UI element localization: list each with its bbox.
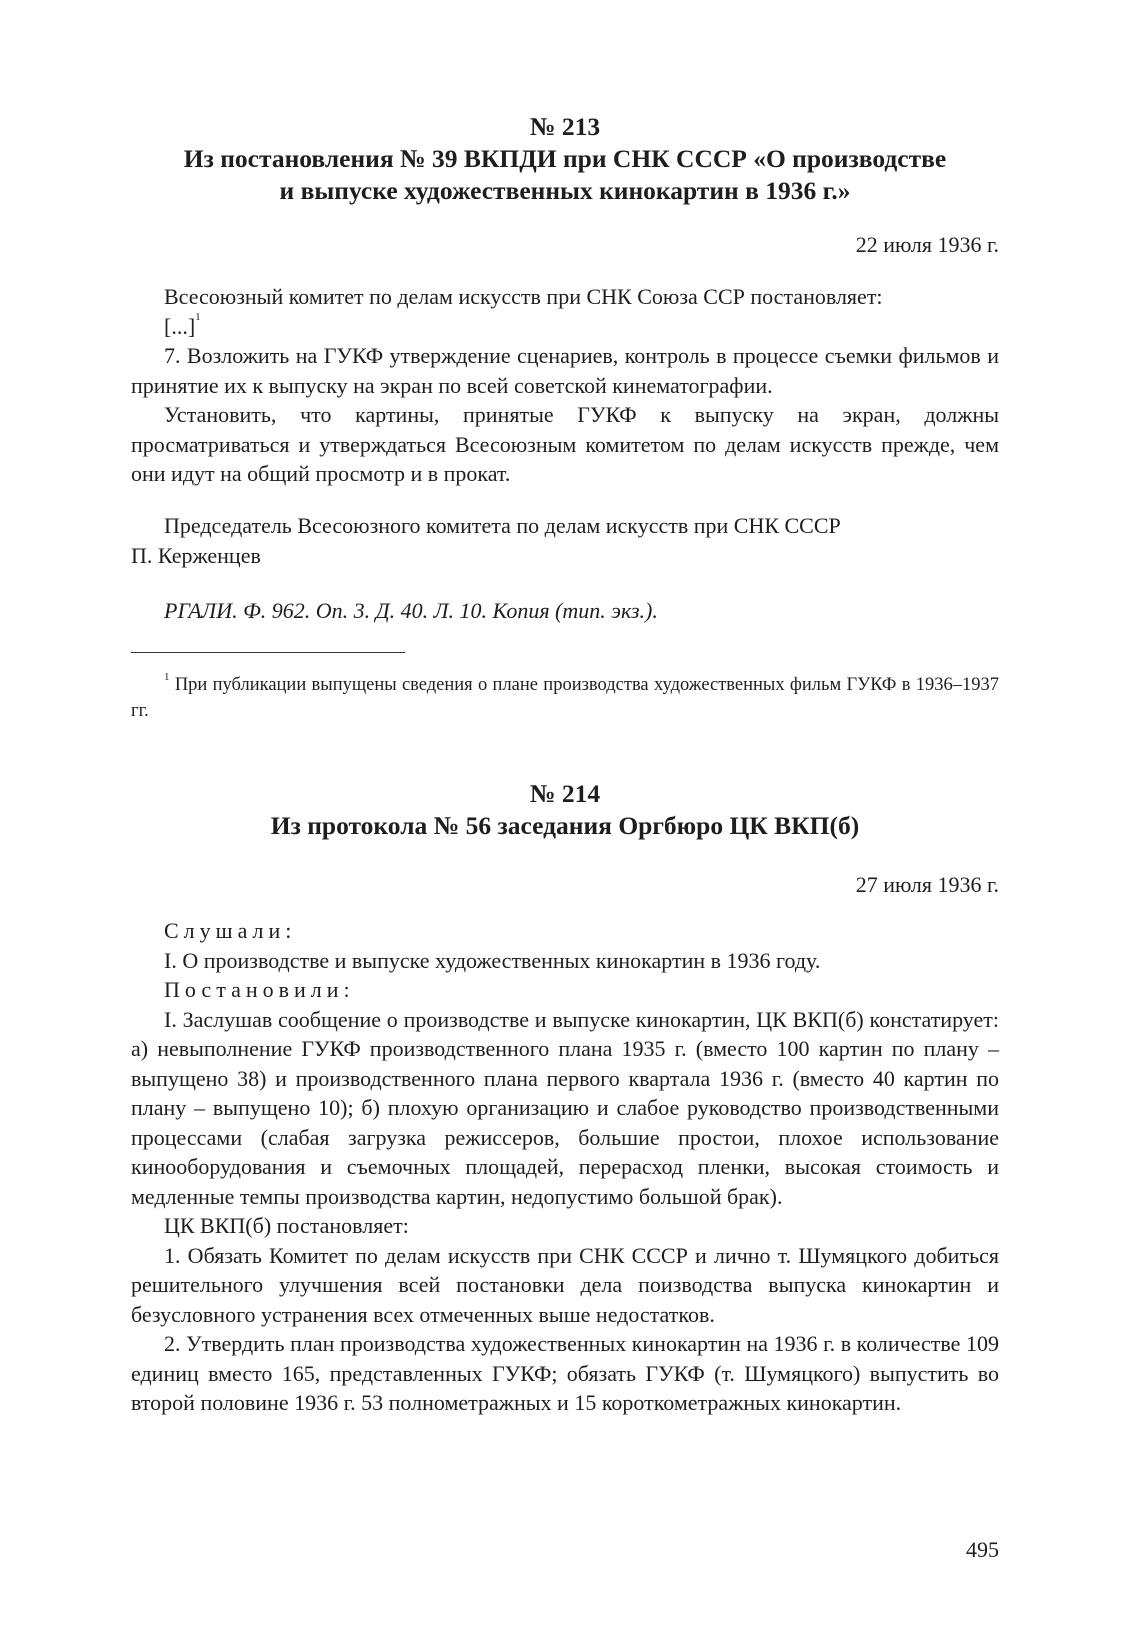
footnote-mark: 1 — [164, 671, 170, 683]
footnote-1 — [131, 672, 999, 724]
doc-213-title-line-1: Из постановления № 39 ВКПДИ при СНК СССР «О производстве — [183, 144, 947, 173]
doc-214-date: 27 июля 1936 г. — [855, 872, 999, 897]
doc-213-signature — [131, 511, 999, 570]
resolution-item-2: 2. Утвердить план производства художественных кинокартин на 1936 г. в количестве 109 единиц вместо 165, представленных ГУКФ; обязать ГУКФ (т. Шумяцкого) выпустить во второй половине 1936 г. 53 полнометражных и 15 короткометражных кинокартин. — [131, 1331, 999, 1415]
doc-214-number: № 214 — [529, 779, 601, 808]
resolved-item: I. Заслушав сообщение о производстве и выпуске кинокартин, ЦК ВКП(б) констатирует: а) невыполнение ГУКФ производственного плана 1935 г. (вместо 100 картин по плану – выпущено 38) и производственного плана первого квартала 1936 г. (вместо 40 картин по плану – выпущено 10); б) плохую организацию и слабое руководство производственными процессами (слабая загрузка режиссеров, большие простои, плохое использование кинооборудования и съемочных площадей, перерасход пленки, высокая стоимость и медленные темпы производства картин, недопустимо большой брак). — [131, 1006, 999, 1209]
resolved-label: Постановили: — [164, 977, 355, 1002]
doc-214-header — [131, 778, 999, 842]
doc-213-header — [131, 111, 999, 207]
doc-213-title-line-2: и выпуске художественных кинокартин в 1936 г.» — [279, 176, 851, 205]
footnote-ref-1: 1 — [195, 310, 201, 323]
doc-213-omission — [131, 312, 999, 342]
heard-label: Слушали: — [164, 918, 297, 943]
footnote — [131, 672, 999, 724]
doc-213-number: № 213 — [529, 112, 601, 141]
doc-214-body — [131, 916, 999, 1418]
footnote-divider — [131, 652, 405, 653]
page-number: 495 — [966, 1537, 999, 1562]
doc-213-date: 22 июля 1936 г. — [855, 232, 999, 257]
omission-text: [...] — [164, 313, 196, 339]
cc-resolves: ЦК ВКП(б) постановляет: — [164, 1213, 409, 1238]
footnote-text: При публикации выпущены сведения о плане производства художественных фильм ГУКФ в 1936–1937 гг. — [131, 675, 1000, 721]
resolution-item-1: 1. Обязать Комитет по делам искусств при СНК СССР и лично т. Шумяцкого добиться решительного улучшения всей постановки дела поизводства выпуска кинокартин и безусловного устранения всех отмеченных выше недостатков. — [131, 1242, 999, 1327]
archive-citation: РГАЛИ. Ф. 962. Оп. 3. Д. 40. Л. 10. Копия (тип. экз.). — [164, 598, 658, 623]
doc-214-title: Из протокола № 56 заседания Оргбюро ЦК ВКП(б) — [270, 811, 860, 840]
heard-item: I. О производстве и выпуске художественных кинокартин в 1936 году. — [164, 947, 821, 973]
doc-213-source — [131, 596, 999, 626]
signature-line-1: Председатель Всесоюзного комитета по делам искусств при СНК СССР — [164, 513, 841, 538]
doc-213-intro: Всесоюзный комитет по делам искусств при СНК Союза ССР постановляет: — [164, 284, 883, 309]
doc-213-para-establish: Установить, что картины, принятые ГУКФ к выпуску на экран, должны просматриваться и утверждаться Всесоюзным комитетом по делам искусств прежде, чем они идут на общий просмотр и в прокат. — [131, 402, 999, 486]
doc-213-para-7: 7. Возложить на ГУКФ утверждение сценариев, контроль в процессе съемки фильмов и принятие их к выпуску на экран по всей советской кинематографии. — [131, 343, 999, 398]
doc-213-body — [131, 282, 999, 489]
signature-line-2: П. Керженцев — [131, 542, 261, 568]
